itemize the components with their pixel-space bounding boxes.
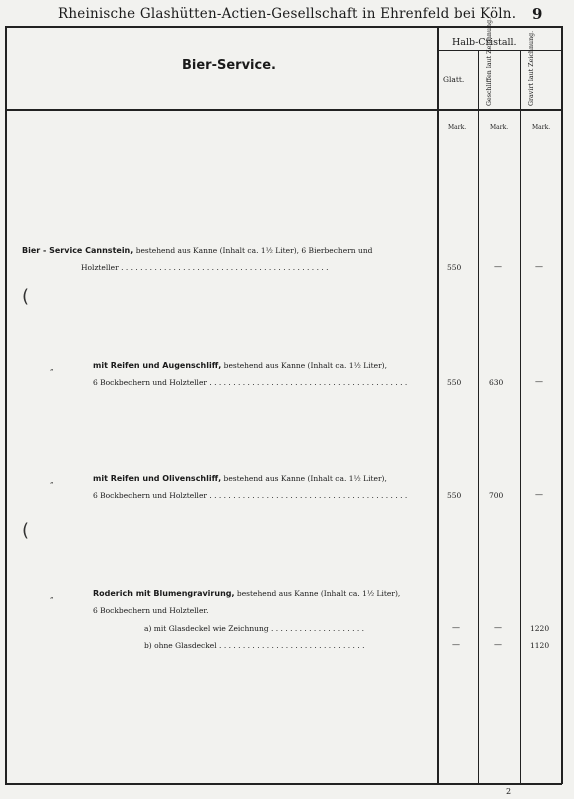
price-glatt: —	[452, 640, 460, 649]
variant-label: a) mit Glasdeckel wie Zeichnung	[144, 624, 269, 633]
price-geschliffen: —	[494, 262, 502, 271]
item-row-continued	[81, 263, 329, 272]
item-row	[93, 589, 400, 598]
item-description: bestehend aus Kanne (Inhalt ca. 1½ Liter), 6 Bierbechern und	[135, 246, 373, 255]
group-title: Halb-Cristall.	[452, 37, 517, 48]
page-number: 9	[532, 5, 543, 23]
item-row	[93, 361, 387, 370]
section-title: Bier-Service.	[182, 58, 276, 73]
column-divider-glatt	[478, 50, 479, 784]
price-geschliffen: 630	[489, 378, 504, 387]
item-description: 6 Bockbechern und Holzteller	[93, 378, 207, 387]
price-glatt: 550	[447, 263, 462, 272]
unit-label-glatt: Mark.	[448, 124, 467, 131]
column-header-gravirt: Gravirt laut Zeichnung.	[528, 30, 535, 106]
price-gravirt: —	[535, 377, 543, 386]
item-row-continued	[93, 606, 209, 615]
item-description: bestehend aus Kanne (Inhalt ca. 1½ Liter),	[223, 474, 387, 483]
item-name: mit Reifen und Olivenschliff,	[93, 474, 222, 483]
dot-leader: . . . . . . . . . . . . . . . . . . . . . . . . . . . . . . . . . . . . . . . . . .	[209, 378, 408, 387]
price-gravirt: 1120	[530, 641, 550, 650]
item-name: Roderich mit Blumengravirung,	[93, 589, 235, 598]
column-divider-geschliffen	[520, 50, 521, 784]
top-rule	[5, 26, 562, 28]
unit-label-gravirt: Mark.	[532, 124, 551, 131]
item-description: 6 Bockbechern und Holzteller.	[93, 606, 209, 615]
price-geschliffen: —	[494, 640, 502, 649]
binder-hole-mark: (	[22, 286, 30, 307]
price-geschliffen: 700	[489, 491, 504, 500]
price-geschliffen: —	[494, 623, 502, 632]
item-description: bestehend aus Kanne (Inhalt ca. 1½ Liter),	[223, 361, 387, 370]
item-description: 6 Bockbechern und Holzteller	[93, 491, 207, 500]
ditto-mark: „	[50, 477, 54, 485]
ditto-mark: „	[50, 364, 54, 372]
item-description: bestehend aus Kanne (Inhalt ca. 1½ Liter),	[236, 589, 401, 598]
price-glatt: 550	[447, 491, 462, 500]
price-glatt: —	[452, 623, 460, 632]
variant-row	[144, 641, 364, 650]
item-description: Holzteller	[81, 263, 119, 272]
item-row-continued	[93, 491, 407, 500]
item-row	[93, 474, 387, 483]
ditto-mark: „	[50, 592, 54, 600]
price-glatt: 550	[447, 378, 462, 387]
dot-leader: . . . . . . . . . . . . . . . . . . . . . . . . . . . . . . . . . . . . . . . . . . . .	[121, 263, 329, 272]
unit-label-geschliffen: Mark.	[490, 124, 509, 131]
variant-row	[144, 624, 364, 633]
right-border	[561, 26, 563, 784]
column-header-glatt: Glatt.	[443, 75, 465, 84]
binder-hole-mark: (	[22, 520, 30, 541]
item-row	[22, 246, 372, 255]
item-row-continued	[93, 378, 407, 387]
price-gravirt: 1220	[530, 624, 550, 633]
variant-label: b) ohne Glasdeckel	[144, 641, 217, 650]
price-gravirt: —	[535, 490, 543, 499]
column-divider-desc	[437, 26, 439, 784]
dot-leader: . . . . . . . . . . . . . . . . . . . . . . . . . . . . . . .	[219, 641, 365, 650]
page-header-title: Rheinische Glashütten-Actien-Gesellschaft in Ehrenfeld bei Köln.	[58, 6, 517, 22]
price-gravirt: —	[535, 262, 543, 271]
column-header-geschliffen: Geschliffen laut Zeichnung.	[486, 17, 493, 106]
item-name: Bier - Service Cannstein,	[22, 246, 134, 255]
footer-number: 2	[506, 787, 512, 796]
dot-leader: . . . . . . . . . . . . . . . . . . . . . . . . . . . . . . . . . . . . . . . . . .	[209, 491, 408, 500]
item-name: mit Reifen und Augenschliff,	[93, 361, 222, 370]
left-border	[5, 26, 7, 784]
dot-leader: . . . . . . . . . . . . . . . . . . . .	[271, 624, 364, 633]
group-title-rule	[437, 50, 562, 51]
